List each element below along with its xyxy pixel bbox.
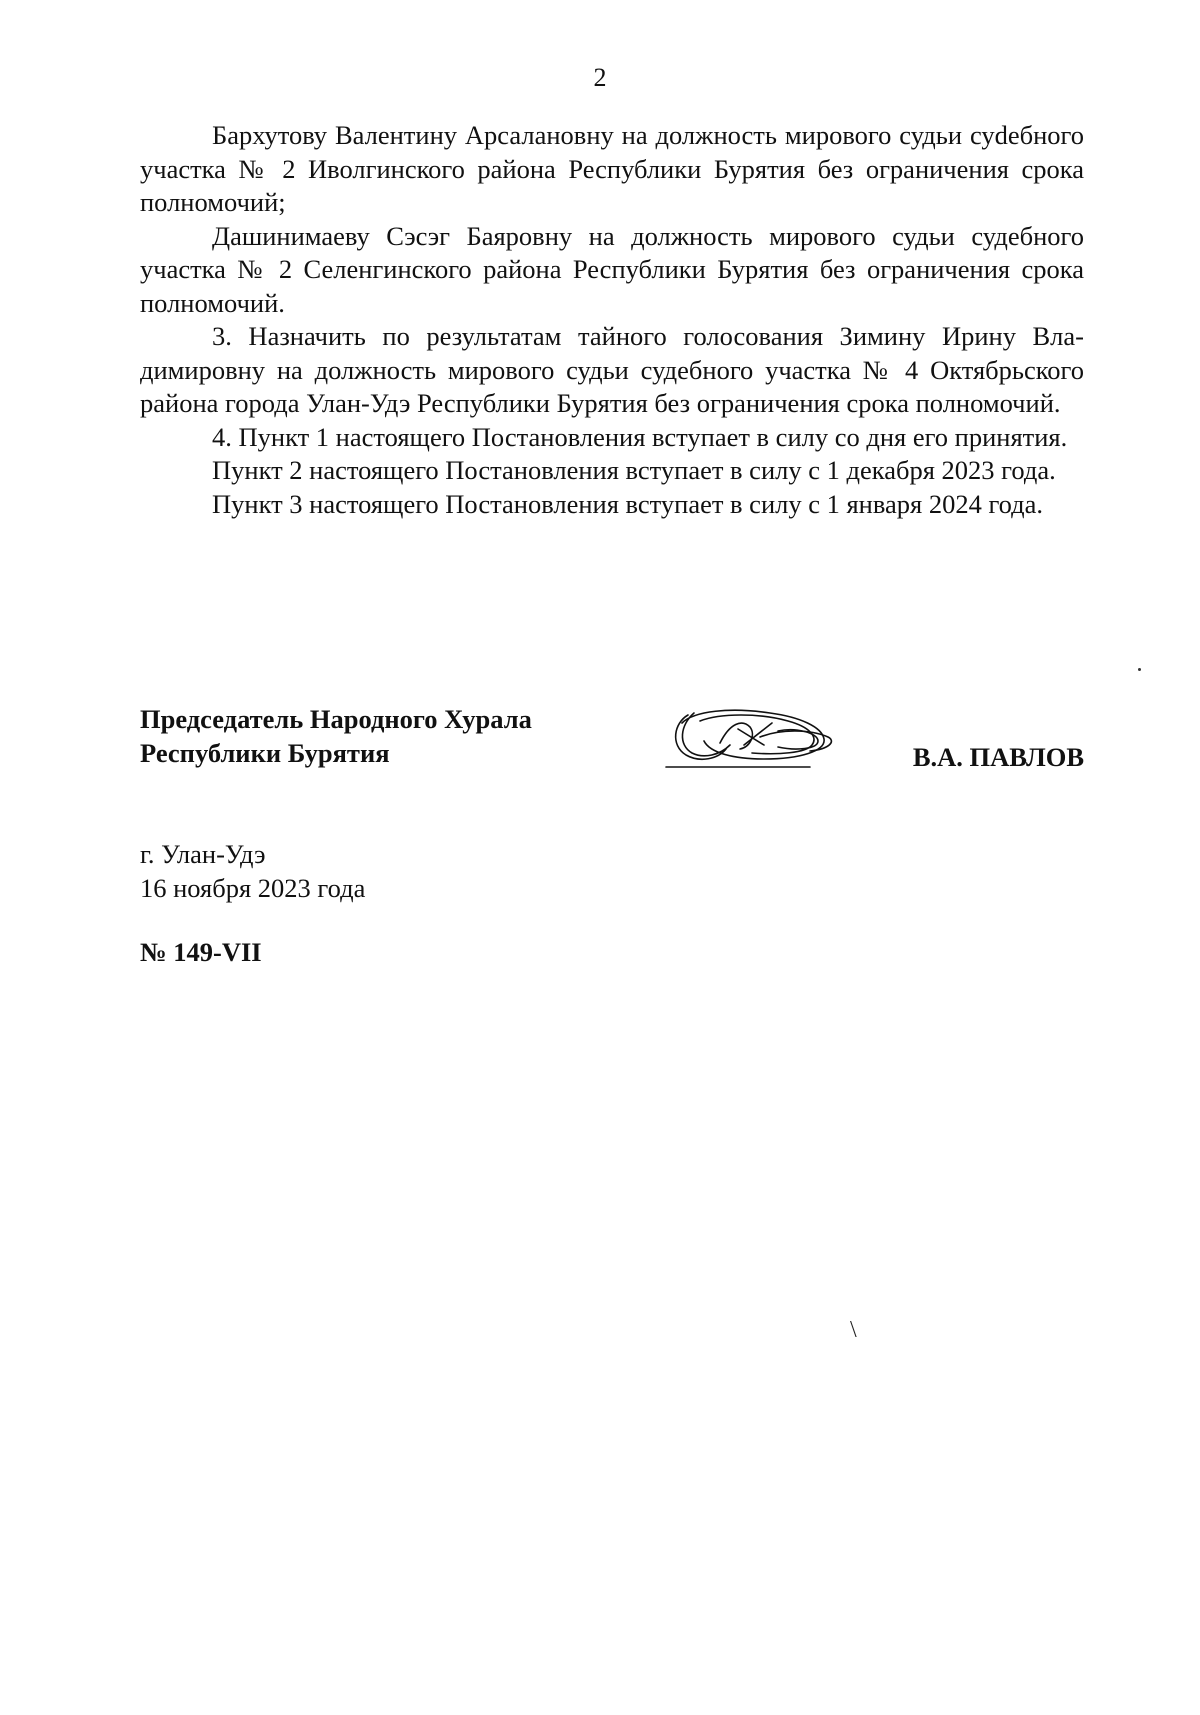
paragraph-item-3: 3. Назначить по результатам тайного голосования Зимину Ирину Владимировну на должность мирового судьи судебного участка № 4 Октябрьского района города Улан-Удэ Республики Бурятия без ограничения срока полномочий. [140, 321, 1084, 418]
paragraph-barkhutova: Бархутову Валентину Арсалановну на должность мирового судьи суdебного участка № 2 Иволгинского района Республики Бурятия без ограничения срока полномочий; [140, 120, 1084, 217]
page-number: 2 [593, 63, 607, 92]
stray-pen-mark: \ [850, 1317, 857, 1343]
paragraph-dashinimaeva: Дашинимаеву Сэсэг Баяровну на должность мирового судьи судебного участка № 2 Селенгинского района Республики Бурятия без ограничения срока полномочий. [140, 220, 1084, 318]
paragraph-item-4: 4. Пункт 1 настоящего Постановления вступает в силу со дня его принятия. [212, 421, 1068, 452]
paragraph-item-3-effective: Пункт 3 настоящего Постановления вступает в силу с 1 января 2024 года. [212, 488, 1044, 519]
place: г. Улан-Удэ [140, 839, 266, 869]
signer-title-line2: Республики Бурятия [140, 737, 390, 768]
signer-name: В.А. ПАВЛОВ [912, 742, 1084, 772]
document-number: № 149-VII [140, 937, 262, 967]
date: 16 ноября 2023 года [140, 872, 366, 903]
paragraph-item-2-effective: Пункт 2 настоящего Постановления вступает в силу с 1 декабря 2023 года. [212, 455, 1056, 485]
handwritten-signature-icon [660, 693, 840, 783]
scan-speck [1138, 668, 1141, 671]
document-body [140, 119, 1084, 521]
signer-title-line1: Председатель Народного Хурала [140, 704, 532, 734]
signer-title [140, 703, 532, 770]
place-and-date [140, 838, 365, 905]
signature-block [140, 703, 1084, 793]
